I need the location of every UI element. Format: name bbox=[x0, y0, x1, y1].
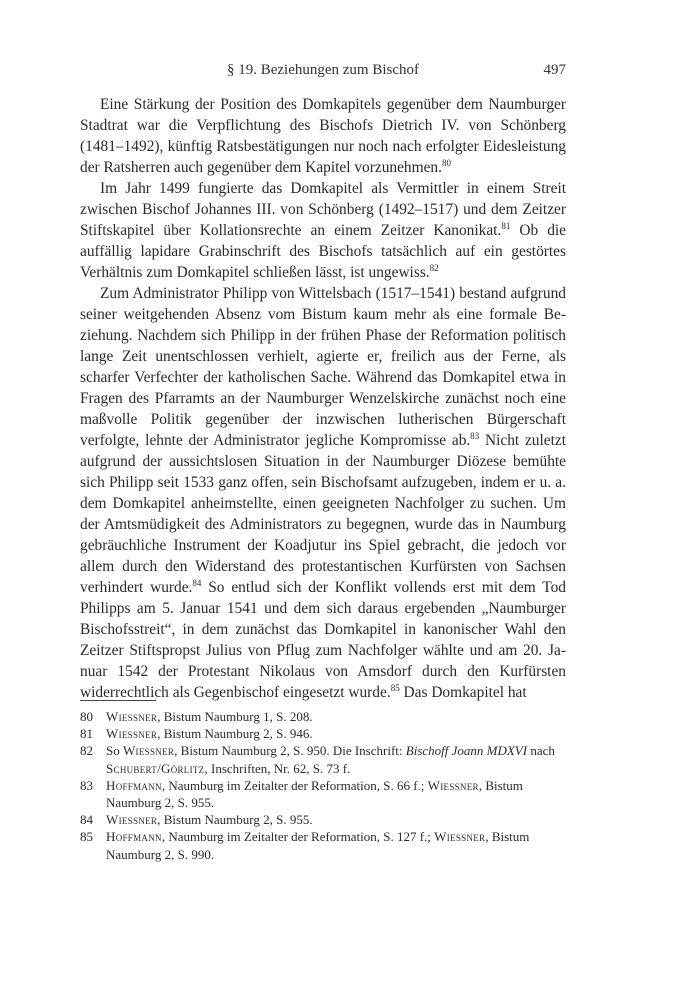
footnote-number: 82 bbox=[80, 743, 93, 759]
footnote-number: 85 bbox=[80, 829, 93, 845]
author-name: Wiessner bbox=[106, 812, 158, 828]
footnote-number: 83 bbox=[80, 777, 93, 793]
author-name: Schubert/Görlitz bbox=[106, 760, 205, 776]
footnotes bbox=[80, 708, 566, 863]
page-number: 497 bbox=[543, 62, 566, 78]
footnote-ref: 84 bbox=[192, 577, 202, 588]
paragraph bbox=[80, 283, 566, 703]
footnote-ref: 82 bbox=[429, 262, 439, 273]
footnote-rule bbox=[80, 700, 156, 701]
paragraph-text: Ob die auffällig lapidare Grabinschrift des Bischofs tatsächlich auf ein gestörtes Verhältnis zum Domkapitel schließen lässt, ist ungewiss. bbox=[80, 222, 566, 281]
footnote-ref: 81 bbox=[501, 220, 511, 231]
paragraph-text: Nicht zuletzt aufgrund der aussichtslosen Situation in der Naumburger Diözese bemühte sich Philipp seit 1533 ganz offen, sein Bischofsamt aufzugeben, indem er u. a. dem Domkapitel anheimstellte, einen geeigneten Nachfolger zu suchen. Um der Amtsmüdigkeit des Administrators zu begegnen, wurde das in Naumburg gebräuchliche Instrument der Koadjutur ins Spiel gebracht, die jedoch vor allem durch den Widerstand des protestantischen Kurfürsten von Sachsen verhindert wurde. bbox=[80, 432, 566, 596]
footnote-number: 84 bbox=[80, 812, 93, 828]
footnote bbox=[80, 828, 566, 862]
footnote bbox=[80, 725, 566, 742]
footnote-text: So Wiessner, Bistum Naumburg 2, S. 950. Die Inschrift: Bischoff Joann MDXVI nach Schubert/Görlitz, Inschriften, Nr. 62, S. 73 f. bbox=[106, 743, 555, 776]
paragraph-text: Eine Stärkung der Position des Domkapitels gegenüber dem Naumburger Stadtrat war die Verpflichtung des Bischofs Dietrich IV. von Schönberg (1481–1492), künftig Ratsbestätigungen nur noch nach erfolgter Eidesleistung der Ratsherren auch gegenüber dem Kapitel vorzunehmen. bbox=[80, 96, 566, 176]
paragraph bbox=[80, 178, 566, 283]
author-name: Wiessner bbox=[106, 726, 158, 742]
footnote-text: Wiessner, Bistum Naumburg 1, S. 208. bbox=[106, 709, 313, 724]
footnote-text: Wiessner, Bistum Naumburg 2, S. 946. bbox=[106, 726, 313, 742]
footnote-ref: 80 bbox=[441, 157, 451, 168]
author-name: Hoffmann bbox=[106, 829, 162, 845]
author-name: Wiessner bbox=[427, 777, 479, 793]
author-name: Wiessner bbox=[434, 829, 486, 845]
author-name: Wiessner bbox=[122, 743, 175, 759]
author-name: Wiessner bbox=[106, 709, 158, 724]
footnote-ref: 85 bbox=[390, 682, 400, 693]
inscription-text: Bischoff Joann MDXVI bbox=[405, 743, 528, 759]
footnote-text: Hoffmann, Naumburg im Zeitalter der Reformation, S. 127 f.; Wiessner, Bistum Naumburg 2, S. 990. bbox=[106, 829, 530, 862]
footnote-ref: 83 bbox=[470, 430, 480, 441]
author-name: Hoffmann bbox=[106, 777, 162, 793]
footnote bbox=[80, 742, 566, 776]
page-header bbox=[80, 56, 566, 80]
book-page bbox=[80, 56, 566, 862]
footnote bbox=[80, 811, 566, 828]
footnote bbox=[80, 708, 566, 725]
footnote bbox=[80, 777, 566, 811]
paragraph-text: So entlud sich der Konflikt vollends erst mit dem Tod Philipps am 5. Januar 1541 und dem sich daraus ergebenden „Naumburger Bischofsstreit“, in dem zunächst das Domkapitel in kanonischer Wahl den Zeitzer Stiftspropst Julius von Pflug zum Nachfolger wählte und am 20. Januar 1542 der Protestant Nikolaus von Amsdorf durch den Kurfürsten widerrechtlich als Gegenbischof eingesetzt wurde. bbox=[80, 579, 566, 701]
running-head: § 19. Beziehungen zum Bischof bbox=[226, 62, 420, 78]
paragraph-text: Zum Administrator Philipp von Wittelsbach (1517–1541) bestand aufgrund seiner weitgehenden Absenz vom Bistum kaum mehr als eine formale Beziehung. Nachdem sich Philipp in der frühen Phase der Reformation politisch lange Zeit unentschlossen verhielt, agierte er, freilich aus der Ferne, als scharfer Verfechter der katholischen Sache. Während das Domkapitel etwa in Fragen des Pfarramts an der Naumburger Wenzelskirche zunächst noch eine maßvolle Politik gegenüber der inzwischen lutherischen Bürgerschaft verfolgte, lehnte der Administrator jegliche Kompromisse ab. bbox=[80, 285, 566, 449]
paragraph bbox=[80, 94, 566, 178]
paragraph-text: Im Jahr 1499 fungierte das Domkapitel als Vermittler in einem Streit zwischen Bischof Johannes III. von Schönberg (1492–1517) und dem Zeitzer Stiftskapitel über Kollationsrechte an einem Zeitzer Kanonikat. bbox=[80, 180, 566, 239]
footnote-text: Wiessner, Bistum Naumburg 2, S. 955. bbox=[106, 812, 313, 828]
paragraph-text: Das Domkapitel hat bbox=[399, 684, 527, 701]
footnote-number: 80 bbox=[80, 709, 93, 724]
main-text bbox=[80, 94, 566, 703]
footnote-number: 81 bbox=[80, 726, 93, 742]
footnote-text: Hoffmann, Naumburg im Zeitalter der Reformation, S. 66 f.; Wiessner, Bistum Naumburg 2, S. 955. bbox=[106, 777, 523, 811]
